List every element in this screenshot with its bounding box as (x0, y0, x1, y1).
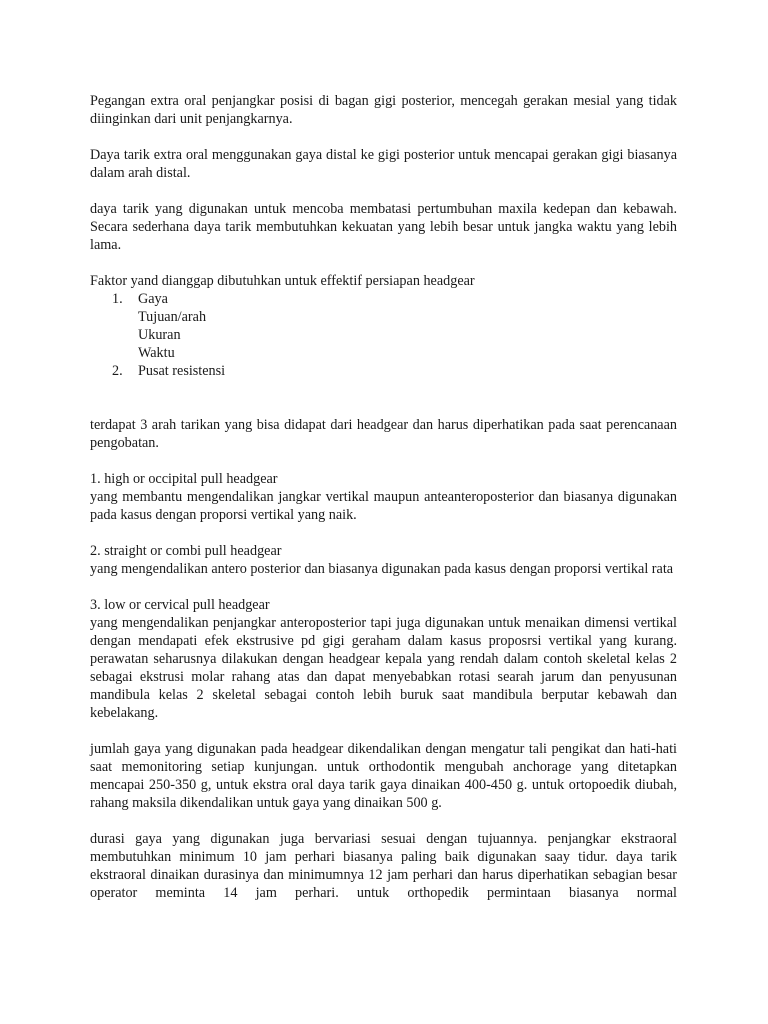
factor-line: Ukuran (138, 327, 181, 343)
paragraph-extra-oral-handle: Pegangan extra oral penjangkar posisi di bagan gigi posterior, mencegah gerakan mesial yang tidak diinginkan dari unit penjangkarnya. (90, 93, 677, 127)
list-number: 1. (112, 291, 123, 307)
paragraph-extra-oral-pull: Daya tarik extra oral menggunakan gaya distal ke gigi posterior untuk mencapai gerakan gigi biasanya dalam arah distal. (90, 147, 677, 181)
spacer (90, 398, 677, 416)
factors-list-item (90, 362, 677, 380)
document-body (90, 92, 677, 920)
pull-type-title: 3. low or cervical pull headgear (90, 597, 270, 613)
factor-line: Pusat resistensi (138, 363, 226, 379)
list-number: 2. (112, 363, 123, 379)
spacer (90, 380, 677, 398)
pull-type-text: yang mengendalikan penjangkar anteroposterior tapi juga digunakan untuk menaikan dimensi vertikal dengan mendapati efek ekstrusive pd gigi geraham dalam kasus proposrsi vertikal yang kurang. perawatan seharusnya dilakukan dengan headgear kepala yang rendah dalam contoh skeletal kelas 2 sebagai ekstrusi molar rahang atas dan dapat menyebabkan rotasi searah jarum dan penyusunan mandibula kelas 2 skeletal sebagai contoh lebih buruk saat mandibula berputar kebawah dan kebelakang. (90, 615, 677, 721)
paragraph-pull-directions: terdapat 3 arah tarikan yang bisa didapat dari headgear dan harus diperhatikan pada saat perencanaan pengobatan. (90, 417, 677, 451)
factors-list (90, 290, 677, 380)
paragraph-maxilla-growth: daya tarik yang digunakan untuk mencoba membatasi pertumbuhan maxila kedepan dan kebawah. Secara sederhana daya tarik membutuhkan kekuatan yang lebih besar untuk jangka waktu yang lebih lama. (90, 201, 677, 253)
pull-type-text: yang mengendalikan antero posterior dan biasanya digunakan pada kasus dengan proporsi vertikal rata (90, 561, 674, 577)
paragraph-force-duration: durasi gaya yang digunakan juga bervariasi sesuai dengan tujuannya. penjangkar ekstraoral membutuhkan minimum 10 jam perhari biasanya paling baik digunakan saay tidur. daya tarik ekstraoral dinaikan durasinya dan minimumnya 12 jam perhari dan harus diperhatikan sebagian besar operator meminta 14 jam perhari. untuk orthopedik permintaan biasanya normal (90, 831, 677, 901)
factor-line: Waktu (138, 345, 175, 361)
factors-section (90, 272, 677, 380)
paragraph-force-amount: jumlah gaya yang digunakan pada headgear dikendalikan dengan mengatur tali pengikat dan hati-hati saat memonitoring setiap kunjungan. untuk orthodontik mengubah anchorage yang ditetapkan mencapai 250-350 g, untuk ekstra oral daya tarik gaya dinaikan 400-450 g. untuk ortopoedik diubah, rahang maksila dikendalikan untuk gaya yang dinaikan 500 g. (90, 741, 677, 811)
pull-type-low-cervical (90, 596, 677, 722)
pull-type-text: yang membantu mengendalikan jangkar vertikal maupun anteanteroposterior dan biasanya digunakan pada kasus dengan proporsi vertikal yang naik. (90, 489, 677, 523)
pull-type-high-occipital (90, 470, 677, 524)
factor-line: Gaya (138, 291, 168, 307)
factors-intro: Faktor yand dianggap dibutuhkan untuk effektif persiapan headgear (90, 273, 475, 289)
pull-type-title: 2. straight or combi pull headgear (90, 543, 282, 559)
pull-type-title: 1. high or occipital pull headgear (90, 471, 278, 487)
pull-type-straight-combi (90, 542, 677, 578)
factor-line: Tujuan/arah (138, 309, 207, 325)
factors-list-item (90, 290, 677, 362)
